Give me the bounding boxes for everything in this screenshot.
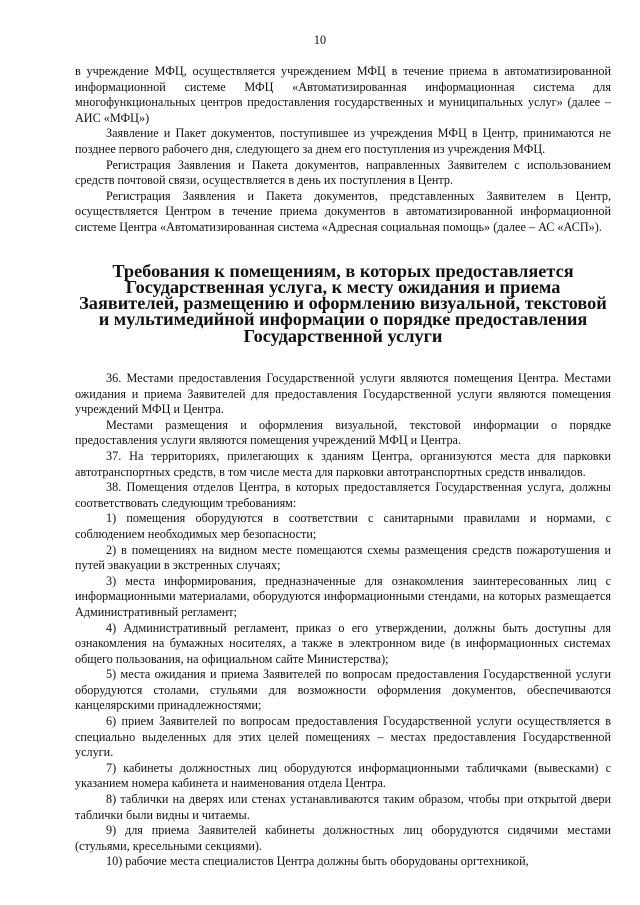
list-item: 2) в помещениях на видном месте помещаются схемы размещения средств пожаротушения и путей эвакуации в экстренных случаях; (75, 542, 611, 573)
paragraph: Местами размещения и оформления визуальной, текстовой информации о порядке предоставления услуги являются помещения учреждений МФЦ и Центра. (75, 417, 611, 448)
list-item: 5) места ожидания и приема Заявителей по вопросам предоставления Государственной услуги оборудуются столами, стульями для возможности оформления документов, обеспечиваются канцелярскими принадлежностями; (75, 667, 611, 713)
paragraph: Регистрация Заявления и Пакета документов, направленных Заявителем с использованием средств почтовой связи, осуществляется в день их поступления в Центр. (75, 157, 611, 188)
page-body (75, 64, 611, 870)
page-number: 10 (313, 33, 327, 47)
paragraph: 37. На территориях, прилегающих к зданиям Центра, организуются места для парковки автотранспортных средств, в том числе места для парковки автотранспортных средств инвалидов. (75, 448, 611, 479)
paragraph: 38. Помещения отделов Центра, в которых предоставляется Государственная услуга, должны соответствовать следующим требованиям: (75, 480, 611, 510)
paragraph: Заявление и Пакет документов, поступившее из учреждения МФЦ в Центр, принимаются не позднее первого рабочего дня, следующего за днем его поступления из учреждения МФЦ. (75, 126, 611, 156)
section-heading: Требования к помещениям, в которых предоставляется Государственная услуга, к месту ожидания и приема Заявителей, размещению и оформлению визуальной, текстовой и мультимедийной информации о порядке предоставления Государственной услуги (79, 260, 607, 346)
list-item: 7) кабинеты должностных лиц оборудуются информационными табличками (вывесками) с указанием номера кабинета и наименования отдела Центра. (75, 760, 611, 791)
paragraph: в учреждение МФЦ, осуществляется учреждением МФЦ в течение приема в автоматизированной информационной системе МФЦ «Автоматизированная информационная система для многофункциональных центров предоставления государственных и муниципальных услуг» (далее – АИС «МФЦ») (75, 64, 611, 125)
list-item: 1) помещения оборудуются в соответствии с санитарными правилами и нормами, с соблюдением необходимых мер безопасности; (75, 511, 611, 541)
list-item: 8) таблички на дверях или стенах устанавливаются таким образом, чтобы при открытой двери таблички были видны и читаемы. (75, 792, 611, 822)
list-item: 9) для приема Заявителей кабинеты должностных лиц оборудуются сидячими местами (стульями, кресельными секциями). (75, 823, 611, 853)
list-item: 4) Административный регламент, приказ о его утверждении, должны быть доступны для ознакомления на бумажных носителях, а также в электронном виде (в информационных системах общего пользования, на официальном сайте Министерства); (75, 620, 611, 666)
list-item: 10) рабочие места специалистов Центра должны быть оборудованы оргтехникой, (106, 854, 529, 869)
list-item: 3) места информирования, предназначенные для ознакомления заинтересованных лиц с информационными материалами, оборудуются информационными стендами, на которых размещается Административный регламент; (75, 573, 611, 619)
list-item: 6) прием Заявителей по вопросам предоставления Государственной услуги осуществляется в специально выделенных для этих целей помещениях – местах предоставления Государственной услуги. (75, 714, 611, 760)
paragraph: Регистрация Заявления и Пакета документов, представленных Заявителем в Центр, осуществляется Центром в течение приема документов в автоматизированной информационной системе Центра «Автоматизированная система «Адресная социальная помощь» (далее – АС «АСП»). (75, 188, 611, 234)
paragraph: 36. Местами предоставления Государственной услуги являются помещения Центра. Местами ожидания и приема Заявителей для предоставления Государственной услуги являются помещения учреждений МФЦ и Центра. (75, 371, 611, 417)
